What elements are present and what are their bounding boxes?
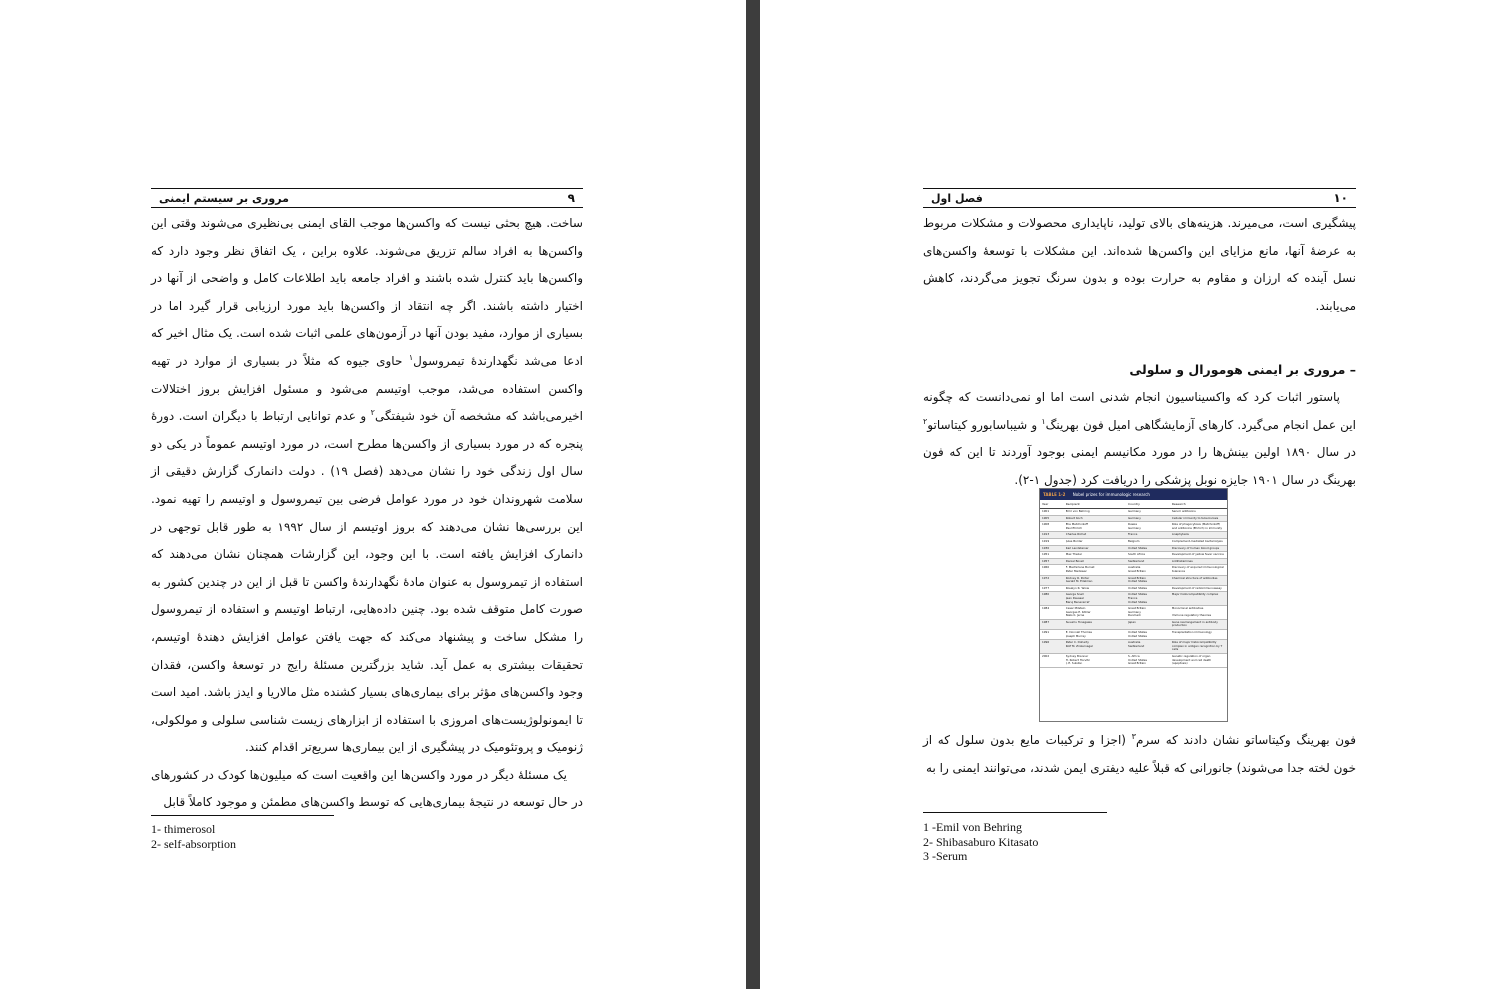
table-row (1040, 539, 1227, 546)
table-cell: 1991 (1042, 631, 1050, 635)
table-cell: Charles Richet (1065, 533, 1087, 537)
table-cell: United States (1128, 586, 1147, 590)
nobel-prize-table-figure (1039, 488, 1228, 722)
body-text (923, 210, 1356, 494)
table-cell: Susumu Tonegawa (1065, 620, 1092, 624)
footnote: 1- thimerosol (151, 822, 216, 836)
column-header: Country (1128, 502, 1140, 506)
table-cell: 1919 (1042, 539, 1050, 543)
table-cell: Cellular immunity to tuberculosis (1171, 516, 1219, 520)
footnote: 2- Shibasaburo Kitasato (923, 834, 1039, 849)
footnote-ref: ۱ (408, 352, 414, 362)
table-cell: Robert Koch (1065, 516, 1083, 520)
table-row (1040, 640, 1227, 654)
table-cell: Sydney Brenner H. Robert Horvitz J. E. Sulston (1065, 655, 1090, 666)
table-row (1040, 576, 1227, 586)
table-cell: Discovery of human blood groups (1171, 546, 1220, 550)
table-cell: Anaphylaxis (1171, 533, 1189, 537)
footnote-ref: ۱ (1041, 416, 1046, 426)
footnote-ref: ۲ (923, 416, 928, 426)
table-cell: F. Macfarlane Burnet Peter Medawar (1065, 566, 1095, 573)
table-cell: Development of yellow fever vaccine (1171, 553, 1224, 557)
table-cell: E. Donnall Thomas Joseph Murray (1065, 631, 1092, 638)
table-cell: Rosalyn R. Yalow (1065, 586, 1090, 590)
body-text (151, 210, 583, 817)
table-row (1040, 606, 1227, 620)
table-cell: Japan (1128, 620, 1136, 624)
paragraph: ساخت. هیچ بحثی نیست که واکسن‌ها موجب القای ایمنی بی‌نظیری می‌شوند وقتی این واکسن‌ها به افراد سالم تزریق می‌شوند. علاوه براین ، یک اتفاق نظر وجود دارد که واکسن‌ها باید کنترل شده باشند و افراد جامعه باید اطلاعات کامل و واضحی از آنها در اختیار داشته باشند. اگر چه انتقاد از واکسن‌ها باید مورد ارزیابی قرار گیرد اما در بسیاری از موارد، مفید بودن آنها در آزمون‌های علمی اثبات شده است. یک مثال اخیر که ادعا می‌شد نگهدارندهٔ تیمروسول$^۱$ حاوی جیوه که مثلاً در بسیاری از موارد در تهیه واکسن استفاده می‌شد، موجب اوتیسم می‌شود و مسئول افزایش بروز اختلالات اخیرمی‌باشد که مشخصه آن خود شیفتگی$^۲$ و عدم توانایی ارتباط با دیگران است. دورهٔ پنجره که در مورد بسیاری از واکسن‌ها مطرح است، در مورد اوتیسم عموماً در یکی دو سال اول زندگی خود را نشان می‌دهد (فصل ۱۹) . دولت دانمارک گزارش دقیقی از سلامت شهروندان خود در مورد عوامل فرضی بین تیمروسول و اوتیسم را تهیه نمود. این بررسی‌ها نشان می‌دهند که بروز اوتیسم از سال ۱۹۹۲ به طور قابل توجهی در دانمارک افزایش یافته است. با این وجود، این گزارشات همچنان نشان می‌دهند که استفاده از تیمروسول به عنوان مادهٔ نگهدارندهٔ واکسن تا قبل از این در چندین کشور به صورت کامل متوقف شده بود. چنین داده‌هایی، ارتباط اوتیسم و استفاده از تیمروسول را مشکل ساخت و پیشنهاد می‌کند که جهت یافتن عوامل افزایش دهندهٔ اوتیسم، تحقیقات بیشتری به عمل آید. شاید بزرگترین مسئلهٔ رایج در توسعهٔ واکسن، فقدان وجود واکسن‌های مؤثر برای بیماری‌های بسیار کشنده مثل مالاریا و ایدز باشد. امید است تا ایمونولوژیست‌های امروزی با استفاده از ابزارهای زیست شناسی سلولی و مولکولی، ژنومیک و پروتئومیک در پیشگیری از این بیماری‌ها سریع‌تر اقدام کنند. (151, 216, 583, 755)
paragraph: پاستور اثبات کرد که واکسیناسیون انجام شدنی است اما او نمی‌دانست که چگونه این عمل انجام می‌گیرد. کارهای آزمایشگاهی امیل فون بهرینگ$^۱$ و شیباسابورو کیتاساتو$^۲$ در سال ۱۸۹۰ اولین بینش‌ها را در مورد مکانیسم ایمنی بوجود آوردند تا این که فون بهرینگ در سال ۱۹۰۱ جایزه نوبل پزشکی را دریافت کرد (جدول ۱-۲). (923, 389, 1356, 487)
table-cell: Complement-mediated bacteriolysis (1171, 539, 1223, 543)
table-cell: Role of major histocompatibility complex in antigen recognition by T cells (1171, 641, 1223, 652)
table-cell: France (1128, 533, 1138, 537)
table-cell: Emil von Behring (1065, 510, 1090, 513)
section-heading: – مروری بر ایمنی هومورال و سلولی (1129, 362, 1356, 378)
table-row (1040, 522, 1227, 532)
table-cell: Cesar Milstein Georges E. Köhler Niels K. Jerne (1065, 607, 1091, 618)
table-row (1040, 586, 1227, 593)
running-title: فصل اول (931, 191, 983, 205)
table-cell: S. Africa United States Great Britain (1128, 655, 1147, 666)
table-cell: 1913 (1042, 533, 1050, 537)
table-cell: Switzerland (1128, 559, 1145, 563)
table-cell: 1951 (1042, 553, 1050, 557)
body-text-lower (923, 727, 1356, 782)
footnote-ref: ۲ (370, 408, 375, 418)
table-cell: 1977 (1042, 586, 1050, 590)
table-cell: Karl Landsteiner (1065, 546, 1089, 550)
table-cell: United States United States (1128, 631, 1147, 638)
table-row (1040, 620, 1227, 630)
table-title: Nobel prizes for immunologic research (1072, 492, 1150, 497)
table-cell: Gene rearrangement in antibody production (1171, 620, 1218, 628)
table-cell: Daniel Bovet (1065, 559, 1084, 563)
column-header: Recipient (1065, 502, 1080, 506)
table-cell: Discovery of acquired immunological tolerance (1171, 566, 1224, 573)
table-row (1040, 546, 1227, 553)
table-cell: Peter C. Doherty Rolf M. Zinkernagel (1065, 641, 1093, 648)
column-header: Year (1042, 502, 1049, 506)
table-cell: Genetic regulation of organ development and cell death (apoptosis) (1171, 655, 1212, 666)
table-cell: Rodney R. Porter Gerald M. Edelman (1065, 576, 1093, 584)
table-cell: Chemical structure of antibodies (1171, 576, 1218, 580)
table-row (1040, 559, 1227, 566)
paragraph: یک مسئلهٔ دیگر در مورد واکسن‌ها این واقعیت است که میلیون‌ها کودک در کشورهای در حال توسعه در نتیجهٔ بیماری‌هایی که توسط واکسن‌های مطمئن و موجود کاملاً قابل (151, 767, 583, 810)
running-header (923, 188, 1356, 208)
running-title: مروری بر سیستم ایمنی (159, 191, 289, 205)
footnote: 1 -Emil von Behring (923, 820, 1022, 834)
footnote-divider (923, 812, 1107, 813)
table-row (1040, 532, 1227, 539)
table-cell: 2002 (1042, 655, 1050, 659)
footnotes (151, 822, 236, 851)
table-cell: Germany (1128, 510, 1141, 513)
table-title-bar (1040, 489, 1227, 500)
table-cell: 1930 (1042, 546, 1050, 550)
paragraph: پیشگیری است، می‌میرند. هزینه‌های بالای تولید، ناپایداری محصولات و مشکلات مربوط به عرضهٔ آنها، مانع مزایای این واکسن‌ها شده‌اند. این مشکلات با توسعهٔ واکسن‌های نسل آینده که ارزان و مقاوم به حرارت بوده و بدون سرنگ تجویز می‌گردند، کاهش می‌یابند. (923, 216, 1356, 313)
right-page (760, 0, 1511, 989)
footnote: 3 -Serum (923, 849, 968, 863)
table-cell: 1957 (1042, 559, 1050, 563)
table-cell: 1901 (1042, 510, 1050, 513)
page-number: ۹ (567, 191, 575, 205)
table-row (1040, 592, 1227, 606)
table-cell: Australia Switzerland (1128, 641, 1145, 648)
table-cell: 1905 (1042, 516, 1050, 520)
table-cell: Monoclonal antibodies Immune regulatory theories (1171, 607, 1212, 618)
running-header (151, 188, 583, 208)
table-header (1040, 500, 1227, 509)
table-cell: 1996 (1042, 641, 1050, 645)
paragraph: فون بهرینگ وکیتاساتو نشان دادند که سرم$^۳$ (اجزا و ترکیبات مایع بدون سلول که از خون لخته جدا می‌شوند) جانورانی که قبلاً علیه دیفتری ایمن شدند، می‌توانند ایمنی را به (923, 732, 1356, 775)
table-cell: Elie Metchnikoff Paul Ehrlich (1065, 523, 1088, 530)
table-cell: 1980 (1042, 593, 1050, 597)
footnote: 2- self-absorption (151, 836, 236, 851)
table-cell: Max Theiler (1065, 553, 1083, 557)
table-cell: Serum antitoxins (1171, 510, 1196, 513)
table-row (1040, 509, 1227, 516)
footnote-divider (151, 815, 334, 816)
table-cell: Transplantation immunology (1171, 631, 1212, 635)
table-cell: Russia Germany (1128, 523, 1141, 530)
page-number: ۱۰ (1333, 191, 1348, 205)
table-cell: Jules Border (1065, 539, 1083, 543)
table-cell: Antihistamines (1171, 559, 1193, 563)
table-row (1040, 516, 1227, 523)
table-cell: Belgium (1128, 539, 1140, 543)
column-header: Research (1171, 502, 1186, 506)
table-row (1040, 565, 1227, 575)
table-cell: 1987 (1042, 620, 1050, 624)
table-cell: 1908 (1042, 523, 1050, 527)
table-cell: 1960 (1042, 566, 1050, 570)
table-cell: Germany (1128, 516, 1141, 520)
table-cell: Australia Great Britain (1128, 566, 1146, 573)
page-gutter (746, 0, 760, 989)
table-cell: Role of phagocytosis (Metchnikoff) and antitoxins (Ehrlich) in immunity (1171, 523, 1223, 530)
left-page (0, 0, 746, 989)
table-cell: George Snell Jean Daussel Baruj Benacerraf (1065, 593, 1090, 604)
table-row (1040, 654, 1227, 668)
table-cell: 1972 (1042, 576, 1050, 580)
table-cell: Great Britain United States (1128, 576, 1147, 584)
table-cell: South Africa (1128, 553, 1145, 557)
table-body (1040, 509, 1227, 668)
table-tag: TABLE 1-2 (1043, 492, 1066, 497)
footnote-ref: ۳ (1131, 732, 1136, 741)
table-cell: 1984 (1042, 607, 1050, 611)
table-row (1040, 552, 1227, 559)
table-cell: Development of radioimmunoassay (1171, 586, 1222, 590)
table-cell: United States (1128, 546, 1147, 550)
table-row (1040, 630, 1227, 640)
table-cell: Major histocompatibility complex (1171, 593, 1219, 597)
footnotes (923, 820, 1038, 864)
table-cell: Great Britain Germany Denmark (1128, 607, 1146, 618)
table-cell: United States France United States (1128, 593, 1147, 604)
